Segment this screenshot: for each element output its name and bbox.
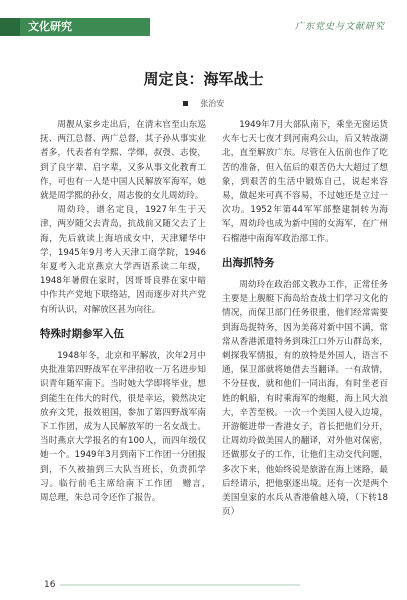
section-tab-corner: [0, 18, 20, 36]
paragraph: 1949年7月大部队南下，乘坐无窗运货火车七天七夜才到河南鸡公山，后又转战湖北，直至解放广东。尽管在入伍前也作了吃苦的准备，但入伍后的艰苦仍大大超过了想象，到艰苦的生活中锻炼自己，说起来容易，做起来可真不容易，不过她还是立过一次功。1952年第44军军部整建制转为海军，周幼玲也成为新中国的女海军，在广州石榴港中南海军政治部工作。: [222, 120, 388, 244]
byline: [0, 98, 407, 109]
paragraph: 1948年冬，北京和平解放，次年2月中央批准第四野战军在平津招收一万名进步知识青年随军南下。当时她大学即将毕业，想到能生在伟大的时代，很是幸运，毅然决定放弃文凭，报效祖国，参加了第四野战军南下工作团，成为人民解放军的一名女战士。当时燕京大学报名的有100人，而四年级仅她一个。1949年3月到南下工作团一分团报到，不久被抽到三大队当班长，负责抓学习。临行前毛主席给南下工作团 赠言， 周总理，朱总司令还作了报告。: [40, 351, 215, 504]
section-tab: [0, 18, 150, 36]
journal-name: 广东党史与文献研究: [294, 22, 385, 32]
byline-marker: [183, 101, 188, 106]
page-footer: [0, 556, 407, 600]
section-label: 文化研究: [28, 20, 72, 33]
footer-bar: [60, 584, 300, 586]
page-number: 16: [44, 580, 56, 590]
section-heading: 出海抓特务: [222, 256, 275, 269]
right-column: [222, 118, 388, 519]
page-header: [0, 0, 407, 44]
paragraph: 周幼玲，谱名定良，1927年生于天津，两岁随父去青岛，抗战前又随父去了上海，先后就读上海培成女中，天津耀华中学，1945年9月考入天津工商学院，1946年夏考入北京燕京大学西语系读二年级，1948年暑假在家时，因哥哥良骅在家中暗中作共产党地下联络站，因而逐步对共产党有所认识，对解放区甚为向往。: [40, 205, 206, 315]
article-title: 周定良：海军战士: [143, 70, 264, 88]
paragraph: 周幼玲在政治部文教办工作，正常任务主要是上舰艇下海岛给查战士们学习文化的情况，而保卫部门任务很重，他们经常需要到海岛捉特务，因为美蒋对新中国不满，常常从香港派遣特务到珠江口外万山群岛来，刺探我军情报，有的放特是外国人，语言不通，保卫部就将她借去当翻译。一有敌情，不分昼夜，就和他们一同出海，有时坐老百姓的帆船，有时乘海军的炮艇，海上风大浪大，辛苦至极。一次一个美国人侵入边境，开游艇进带一香港女子，首长把他们分开，让周幼玲做美国人的翻译，对外他对保密，还做那女子的工作，让他们主动交代问题，多次下来，他始终说是旅游在海上迷路，最后经请示，把他驱逐出境。还有一次是两个美国皇家的水兵从香港偷越入境，（下转18页）: [222, 280, 388, 518]
paragraph: 周靓从家乡走出后，在清末官至山东巡抚、两江总督、两广总督，其子孙从事实业者多，代表者有学熙、学煇，叔弢、志俊，到了良字辈、启字辈，又多从事文化教育工作，可也有一人是中国人民解放军海军，她就是周学熙的孙女，周志俊的女儿周幼玲。: [40, 120, 206, 202]
author-name: 张治安: [200, 99, 225, 108]
section-heading: 特殊时期参军入伍: [40, 327, 124, 340]
left-column: [40, 118, 215, 505]
